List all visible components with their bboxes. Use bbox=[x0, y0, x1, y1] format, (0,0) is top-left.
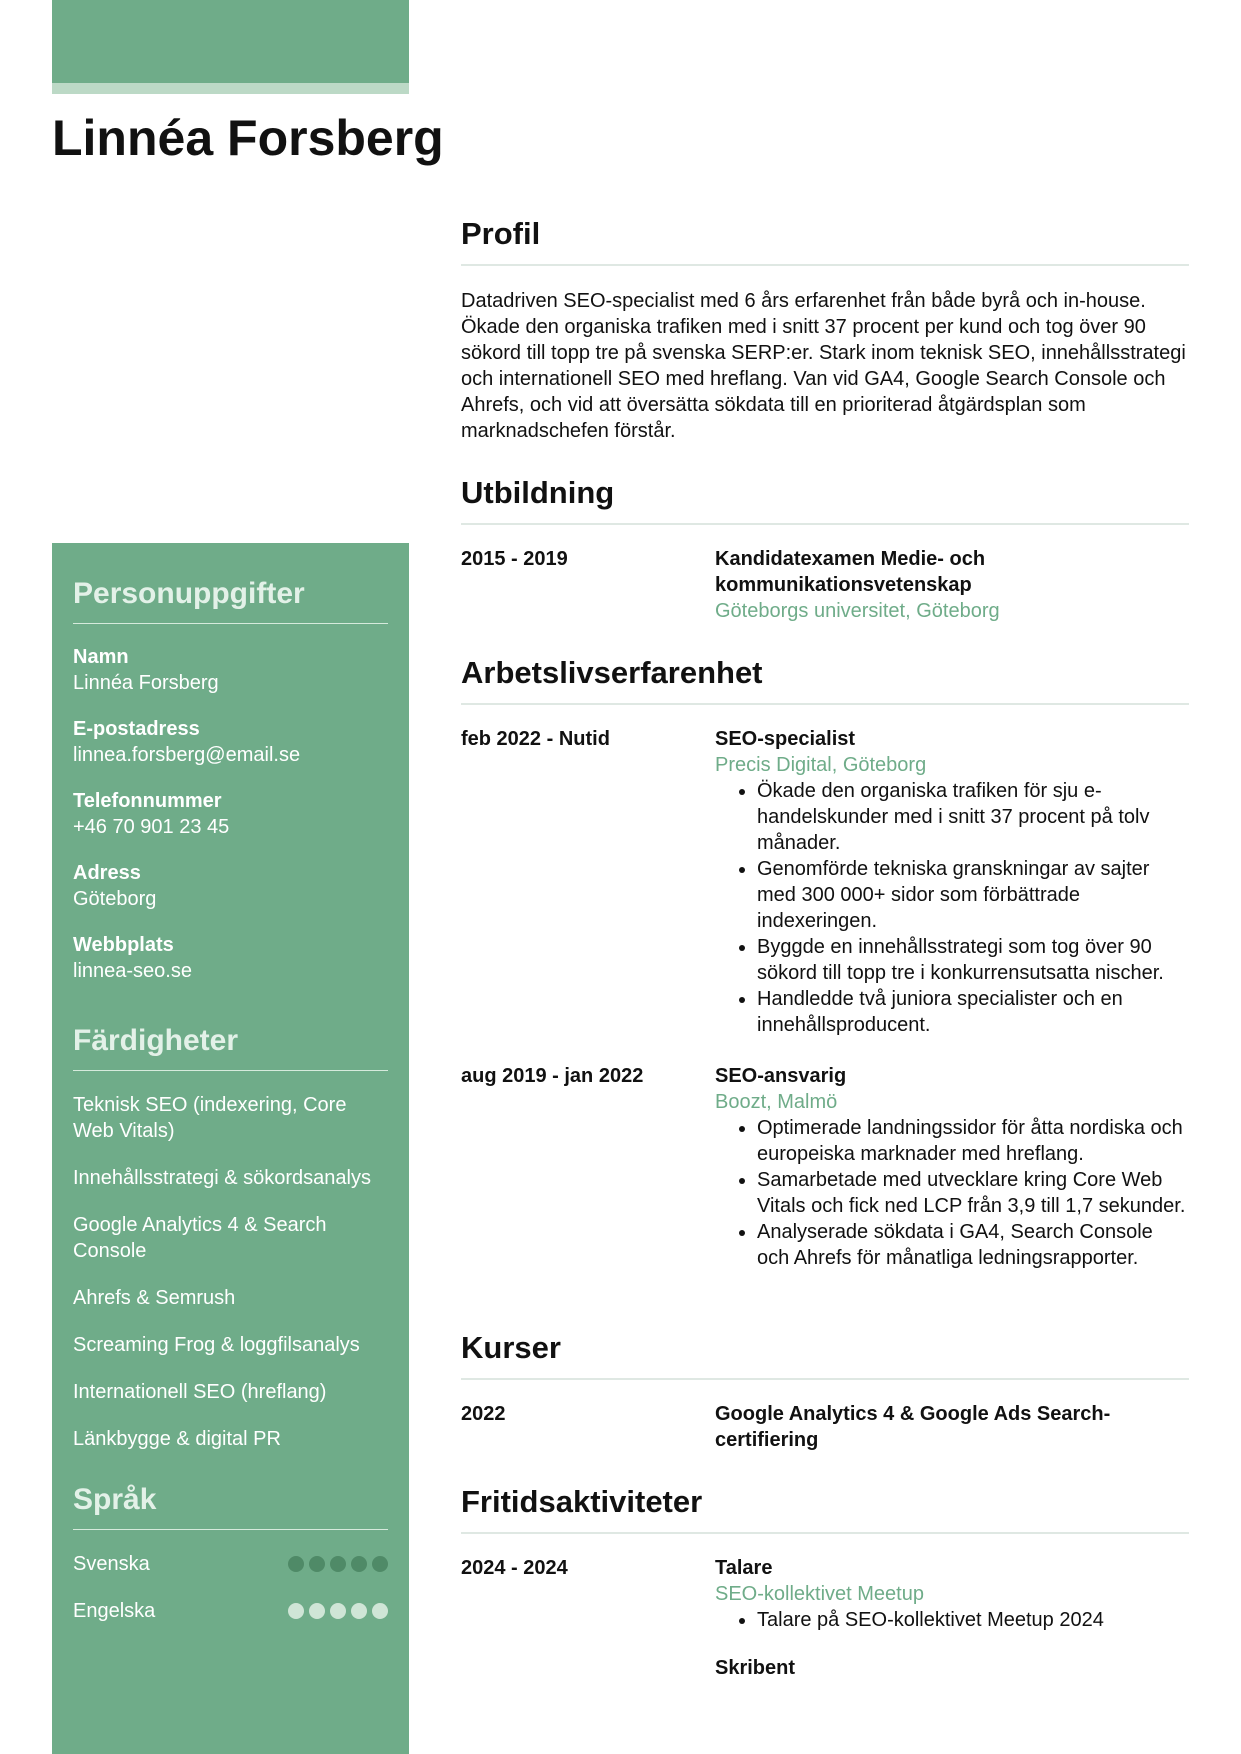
entry-date: 2015 - 2019 bbox=[461, 548, 568, 570]
languages-section bbox=[73, 1483, 388, 1624]
personal-item-phone bbox=[73, 788, 388, 840]
education-heading: Utbildning bbox=[461, 475, 1189, 525]
entry-employer: Precis Digital, Göteborg bbox=[715, 754, 927, 776]
entry-body bbox=[715, 1063, 1189, 1271]
entry-bullets bbox=[715, 1115, 1189, 1271]
skill-item: Internationell SEO (hreflang) bbox=[73, 1381, 327, 1403]
languages-heading: Språk bbox=[73, 1483, 388, 1530]
language-level-dot bbox=[330, 1603, 346, 1619]
hobbies-heading: Fritidsaktiviteter bbox=[461, 1484, 1189, 1534]
language-level-dot bbox=[372, 1603, 388, 1619]
entry-body bbox=[715, 726, 1189, 1038]
language-level-dot bbox=[372, 1556, 388, 1572]
skill-item: Länkbygge & digital PR bbox=[73, 1428, 281, 1450]
entry-bullets bbox=[715, 778, 1189, 1038]
personal-info-section bbox=[73, 577, 388, 984]
header-accent-bar bbox=[52, 0, 409, 83]
personal-item-label: E-postadress bbox=[73, 718, 200, 740]
entry-body bbox=[715, 1401, 1189, 1453]
entry-title: SEO-specialist bbox=[715, 728, 856, 750]
language-level-dots bbox=[288, 1556, 388, 1572]
courses-heading: Kurser bbox=[461, 1330, 1189, 1380]
candidate-name: Linnéa Forsberg bbox=[52, 110, 444, 166]
entry-institution: Göteborgs universitet, Göteborg bbox=[715, 600, 1000, 622]
personal-item-address bbox=[73, 860, 388, 912]
entry-body bbox=[715, 1555, 1189, 1633]
personal-item-label: Namn bbox=[73, 646, 129, 668]
bullet-item: • Genomförde tekniska granskningar av sajter med 300 000+ sidor som förbättrade indexeringen. bbox=[757, 856, 1189, 934]
skill-item: Ahrefs & Semrush bbox=[73, 1287, 236, 1309]
entry-date: feb 2022 - Nutid bbox=[461, 728, 610, 750]
personal-item-label: Telefonnummer bbox=[73, 790, 222, 812]
bullet-item: • Talare på SEO-kollektivet Meetup 2024 bbox=[757, 1607, 1189, 1633]
entry-title: Google Analytics 4 & Google Ads Search-certifiering bbox=[715, 1403, 1111, 1451]
entry-title: Skribent bbox=[715, 1657, 796, 1679]
bullet-item: • Analyserade sökdata i GA4, Search Console och Ahrefs för månatliga ledningsrapporter. bbox=[757, 1219, 1189, 1271]
personal-item-label: Webbplats bbox=[73, 934, 174, 956]
language-row bbox=[73, 1598, 388, 1624]
personal-item-email bbox=[73, 716, 388, 768]
personal-item-value: linnea-seo.se bbox=[73, 960, 192, 982]
personal-item-label: Adress bbox=[73, 862, 141, 884]
language-level-dot bbox=[309, 1603, 325, 1619]
skill-item: Innehållsstrategi & sökordsanalys bbox=[73, 1167, 371, 1189]
personal-item-name bbox=[73, 644, 388, 696]
entry-date: aug 2019 - jan 2022 bbox=[461, 1065, 644, 1087]
language-level-dot bbox=[288, 1556, 304, 1572]
header-accent-stripe bbox=[52, 83, 409, 94]
bullet-item: • Samarbetade med utvecklare kring Core Web Vitals och fick ned LCP från 3,9 till 1,7 sekunder. bbox=[757, 1167, 1189, 1219]
personal-item-value: +46 70 901 23 45 bbox=[73, 816, 230, 838]
entry-bullets bbox=[715, 1607, 1189, 1633]
entry-date: 2024 - 2024 bbox=[461, 1557, 568, 1579]
entry-title: Kandidatexamen Medie- och kommunikationsvetenskap bbox=[715, 548, 986, 596]
skills-section bbox=[73, 1024, 388, 1452]
bullet-item: • Ökade den organiska trafiken för sju e-handelskunder med i snitt 37 procent på tolv månader. bbox=[757, 778, 1189, 856]
entry-employer: Boozt, Malmö bbox=[715, 1091, 838, 1113]
entry-date: 2022 bbox=[461, 1403, 506, 1425]
bullet-item: • Handledde två juniora specialister och en innehållsproducent. bbox=[757, 986, 1189, 1038]
language-row bbox=[73, 1551, 388, 1577]
profile-text: Datadriven SEO-specialist med 6 års erfarenhet från både byrå och in-house. Ökade den organiska trafiken med i snitt 37 procent per kund och tog över 90 sökord till topp tre på svenska SERP:er. Stark inom teknisk SEO, innehållsstrategi och internationell SEO med hreflang. Van vid GA4, Google Search Console och Ahrefs, och vid att översätta sökdata till en prioriterad åtgärdsplan som marknadschefen förstår. bbox=[461, 290, 1186, 442]
bullet-item: • Optimerade landningssidor för åtta nordiska och europeiska marknader med hreflang. bbox=[757, 1115, 1189, 1167]
language-name: Svenska bbox=[73, 1552, 150, 1575]
skill-item: Screaming Frog & loggfilsanalys bbox=[73, 1334, 360, 1356]
language-level-dot bbox=[351, 1603, 367, 1619]
entry-organisation: SEO-kollektivet Meetup bbox=[715, 1583, 924, 1605]
personal-item-website bbox=[73, 932, 388, 984]
personal-item-value: Göteborg bbox=[73, 888, 157, 910]
entry-title: SEO-ansvarig bbox=[715, 1065, 847, 1087]
entry-body bbox=[715, 546, 1189, 624]
language-name: Engelska bbox=[73, 1599, 156, 1622]
language-level-dot bbox=[309, 1556, 325, 1572]
entry-title: Talare bbox=[715, 1557, 773, 1579]
language-level-dot bbox=[288, 1603, 304, 1619]
skill-item: Google Analytics 4 & Search Console bbox=[73, 1214, 327, 1262]
language-level-dots bbox=[288, 1603, 388, 1619]
profile-heading: Profil bbox=[461, 216, 1189, 266]
language-level-dot bbox=[351, 1556, 367, 1572]
personal-item-value: Linnéa Forsberg bbox=[73, 672, 219, 694]
experience-heading: Arbetslivserfarenhet bbox=[461, 655, 1189, 705]
personal-item-value: linnea.forsberg@email.se bbox=[73, 744, 301, 766]
language-level-dot bbox=[330, 1556, 346, 1572]
bullet-item: • Byggde en innehållsstrategi som tog över 90 sökord till topp tre i konkurrensutsatta nischer. bbox=[757, 934, 1189, 986]
skills-heading: Färdigheter bbox=[73, 1024, 388, 1071]
entry-body bbox=[715, 1655, 1189, 1681]
sidebar bbox=[52, 543, 409, 1754]
personal-info-heading: Personuppgifter bbox=[73, 577, 388, 624]
skill-item: Teknisk SEO (indexering, Core Web Vitals) bbox=[73, 1094, 347, 1142]
